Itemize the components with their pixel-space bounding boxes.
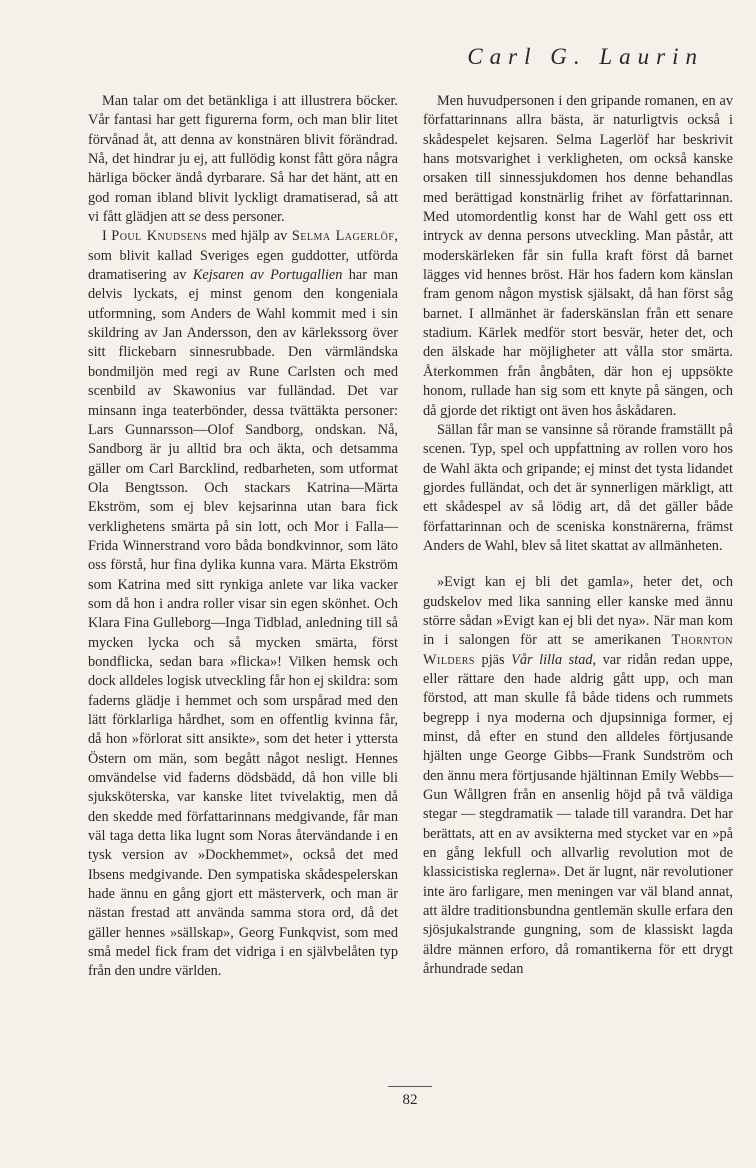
paragraph: »Evigt kan ej bli det gamla», heter det, och gudskelov med lika sanning eller kanske med ännu större sådan »Evigt kan ej bli det nya». När man kom in i salongen för att se amerikanen Thornton Wilders pjäs Vår lilla stad, var ridån redan uppe, eller rättare den hade aldrig gått upp, och man förstod, att man skulle få både tidens och rummets begrepp i nya moderna och djupsinniga former, ej minst, då efter en stund den alldeles förtjusande hjälten unge George Gibbs—Frank Sundström och den ännu mera förtjusande hjältinnan Emily Webbs—Gun Wållgren från en ansenlig höjd på två väldiga stegar — stegdramatik — talade till varandra. Det har berättats, att en av avsikterna med stycket var en »på en gång lekfull och allvarlig revolution mot de klassicistiska reglerna». Det är lugnt, när revolutioner inte äro farligare, men meningen var väl bland annat, att äldre traditionsbundna gentlemän skulle erfara den sjösjukalstrande gungning, som de klassiskt lagda äldre männen erforo, då romantikerna för ett drygt århundrade sedan xyxy=(423,574,733,978)
paragraph: I Poul Knudsens med hjälp av Selma Lagerlöf, som blivit kallad Sveriges egen guddotter, utförda dramatisering av Kejsaren av Portugallien har man delvis lyckats, ej minst genom den kongeniala utformning, som Anders de Wahl kommit med i sin skildring av Jan Andersson, den av kärlekssorg över sitt flickebarn sinnesrubbade. Den värmländska bondmiljön med regi av Rune Carlsten och med scenbild av Skawonius var fulländad. Det var minsann inga teaterbönder, dessa tvättäkta personer: Lars Gunnarsson—Olof Sandborg, ondskan. Nå, Sandborg är ju alltid bra och äkta, och detsamma gäller om Carl Barcklind, redbarheten, som utformat Ola Bengtsson. Och stackars Katrina—Märta Ekström, som ej blev kejsarinna utan bara fick verklighetens smärta på sin lott, och Mor i Falla—Frida Winnerstrand voro båda bondkvinnor, som läto oss förstå, hur fina dylika kunna vara. Märta Ekström som Katrina med sitt rynkiga anlete var lika vacker som då hon i andra roller visar sin egen skönhet. Och Klara Fina Gulleborg—Inga Tidblad, anledning till så mycken lycka och så mycken smärta, först bondflicka, sedan bara »flicka»! Vilken hemsk och dock alldeles logisk utveckling får hon ej skildra: som faderns glädje i hemmet och som urspårad med den lätt förklarliga hårdhet, som en offentlig kvinna får, då hon »förlorat sitt ansikte», som det heter i yttersta Östern om män, som begått något nesligt. Hennes omvändelse vid faderns dödsbädd, då hon ville bli sjuksköterska, var kanske litet tvivelaktig, men då den skedde med författarinnans medgivande, får man väl taga detta lika lugnt som Noras återvändande i en tysk version av »Dockhemmet», också det med Ibsens medgivande. Den sympatiska skådespelerskan hade ännu en gång gjort ett mästerverk, och man är nästan frestad att använda samma stora ord, då det gäller hennes »sällskap», Georg Funkqvist, som med små medel fick fram det vidriga i en självbelåten typ från den undre världen. xyxy=(88,228,398,980)
page-number: 82 xyxy=(402,1092,418,1108)
left-column xyxy=(88,92,398,982)
person-name: Poul Knudsens xyxy=(111,228,208,245)
page-number-rule xyxy=(388,1086,432,1087)
paragraph: Men huvudpersonen i den gripande romanen, en av författarinnans allra bästa, är naturligtvis också i skådespelet kejsaren. Selma Lagerlöf har beskrivit hans motsvarighet i verkligheten, om också kanske orsaken till sinnessjukdomen hos denne behandlas med berättigad konstnärlig frihet av författarinnan. Med utomordentlig konst har de Wahl gett oss ett intryck av denna persons utveckling. Man påstår, att moderskärleken får sin fulla kraft först då barnet lägges vid hennes bröst. Här hos fadern kom känslan fram genom någon mystisk själsakt, då han först såg barnet. I allmänhet är faderskänslan från ett senare stadium. Kärlek medför stort besvär, heter det, och den älskade har möjligheter att vålla stor smärta. Återkommen från ångbåten, där hon ej uppsökte honom, rullade han sig som ett knyte på sängen, och då gjorde det riktigt ont även hos åskådaren. xyxy=(423,93,733,419)
person-name: Thornton Wilders xyxy=(423,632,733,668)
paragraph: Sällan får man se vansinne så rörande framställt på scenen. Typ, spel och uppfattning av rollen voro hos de Wahl äkta och gripande; ej minst det tysta lidandet gjordes fulländat, och det är synnerligen märkligt, att ett skådespel av så lödig art, då det gäller både författarinnan och de sceniska konstnärerna, främst Anders de Wahl, blev så litet skattat av allmänheten. xyxy=(423,421,733,554)
play-title: Kejsaren av Portugallien xyxy=(192,267,343,284)
right-column xyxy=(423,92,733,979)
paragraph: Man talar om det betänkliga i att illustrera böcker. Vår fantasi har gett figurerna form, och man blir litet förvånad åt, att denna av konstnären blivit förändrad. Nå, det hindrar ju ej, att fullödig konst fått göra några härliga böcker ändå dyrbarare. Så har det hänt, att en god roman ibland blivit lyckligt dramatiserad, så att vi fått glädjen att se dess personer. xyxy=(88,93,398,226)
person-name: Selma Lagerlöf xyxy=(291,228,395,245)
emphasis: se xyxy=(188,209,201,226)
running-header: Carl G. Laurin xyxy=(467,44,704,69)
play-title: Vår lilla stad xyxy=(511,651,593,668)
